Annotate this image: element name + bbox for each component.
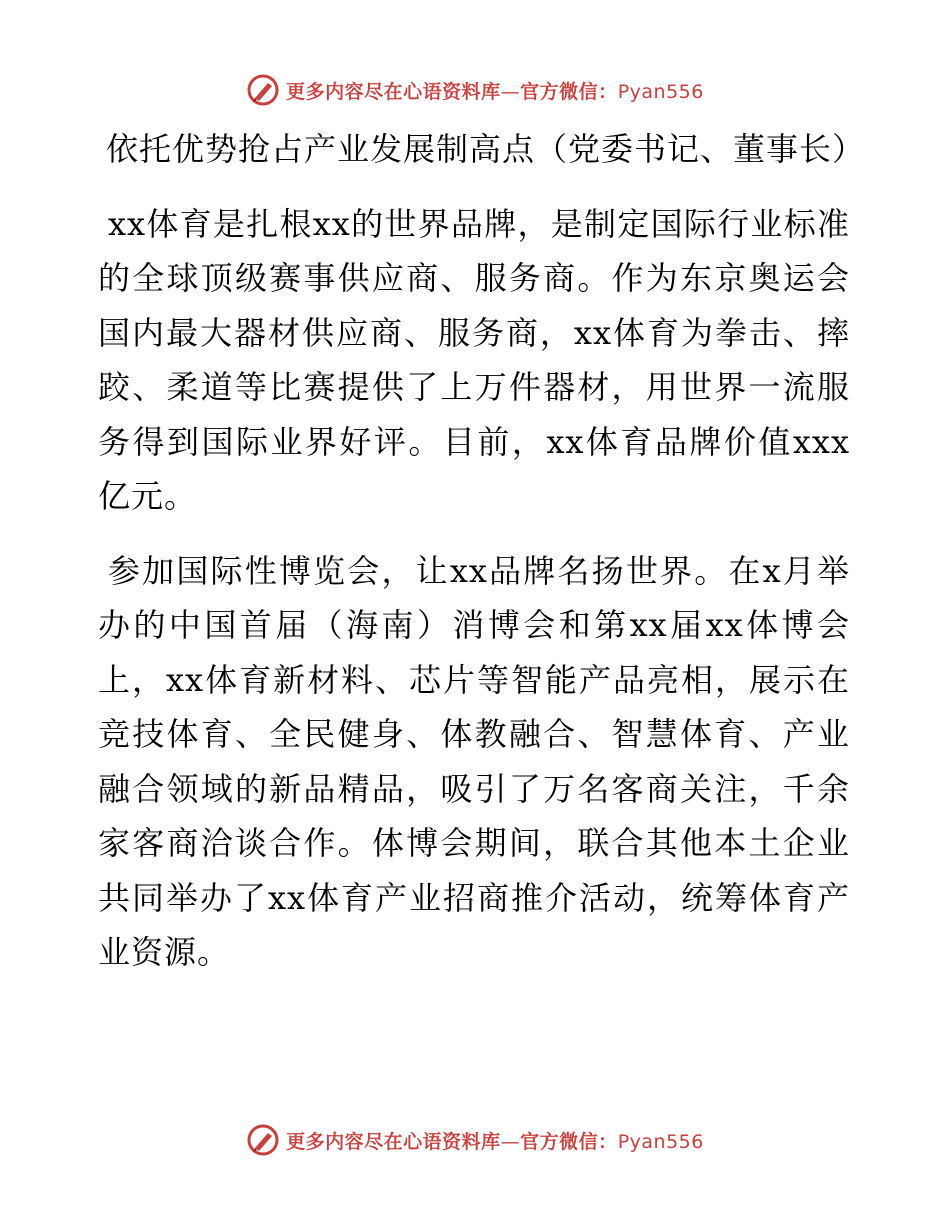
pen-logo-icon <box>246 1123 280 1157</box>
header-watermark-banner <box>0 70 950 110</box>
paragraph-1: xx体育是扎根xx的世界品牌，是制定国际行业标准的全球顶级赛事供应商、服务商。作为东京奥运会国内最大器材供应商、服务商，xx体育为拳击、摔跤、柔道等比赛提供了上万件器材，用世界一流服务得到国际业界好评。目前，xx体育品牌价值xxx亿元。 <box>98 204 850 515</box>
pen-logo-icon <box>246 73 280 107</box>
watermark-text: 更多内容尽在心语资料库—官方微信：Pyan556 <box>286 1130 704 1153</box>
paragraph-2: 参加国际性博览会，让xx品牌名扬世界。在x月举办的中国首届（海南）消博会和第xx届xx体博会上，xx体育新材料、芯片等智能产品亮相，展示在竞技体育、全民健身、体教融合、智慧体育、产业融合领域的新品精品，吸引了万名客商关注，千余家客商洽谈合作。体博会期间，联合其他本土企业共同举办了xx体育产业招商推介活动，统筹体育产业资源。 <box>98 551 850 971</box>
document-body <box>98 122 866 980</box>
watermark-text: 更多内容尽在心语资料库—官方微信：Pyan556 <box>286 80 704 103</box>
footer-watermark-banner <box>0 1120 950 1160</box>
document-title: 依托优势抢占产业发展制高点（党委书记、董事长） <box>106 130 866 168</box>
